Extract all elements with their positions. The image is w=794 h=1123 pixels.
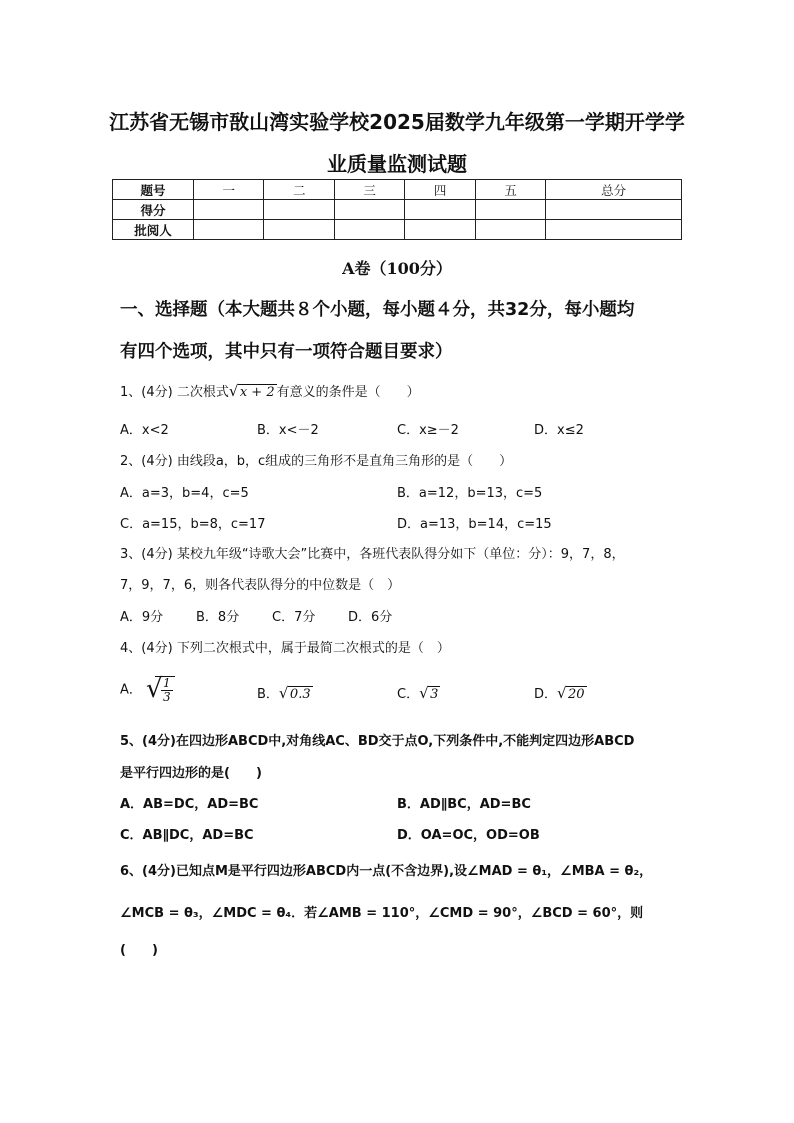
q5-stem-line1: 5、(4分)在四边形ABCD中,对角线AC、BD交于点O,下列条件中,不能判定四边形ABCD xyxy=(120,734,635,749)
q1-option-a[interactable]: A．x<2 xyxy=(120,423,169,438)
q4-option-b-label: B． xyxy=(257,687,279,702)
q4-option-d-label: D． xyxy=(534,687,558,702)
score-cell[interactable] xyxy=(194,220,264,240)
q3-option-c[interactable]: C．7分 xyxy=(272,610,316,625)
q5-option-b[interactable]: B．AD∥BC，AD=BC xyxy=(397,797,531,812)
q2-option-a[interactable]: A．a=3，b=4，c=5 xyxy=(120,486,249,501)
q3-option-b[interactable]: B．8分 xyxy=(196,610,240,625)
q1-radicand: x + 2 xyxy=(239,385,275,400)
score-header-cell: 五 xyxy=(475,180,545,200)
q4-frac-den: 3 xyxy=(163,690,171,705)
section-a-heading: A卷（100分） xyxy=(342,259,452,278)
q4-option-a-sqrt: √ $\frac{1}{3}$ xyxy=(146,676,175,704)
section1-heading-line2: 有四个选项，其中只有一项符合题目要求） xyxy=(120,342,453,362)
q4-option-c-sqrt: √ 3 xyxy=(419,684,439,702)
q4-stem: 4、(4分) 下列二次根式中，属于最简二次根式的是（ ） xyxy=(120,641,450,656)
q4-option-b-radicand: 0.3 xyxy=(289,687,311,702)
q3-stem-line2: 7，9，7，6，则各代表队得分的中位数是（ ） xyxy=(120,578,401,593)
q2-option-d[interactable]: D．a=13，b=14，c=15 xyxy=(397,517,552,532)
q4-option-b[interactable] xyxy=(257,683,313,702)
q1-option-c[interactable]: C．x≥－2 xyxy=(397,423,459,438)
score-header-cell: 二 xyxy=(264,180,334,200)
q5-option-a[interactable]: A．AB=DC，AD=BC xyxy=(120,797,259,812)
q4-option-a-label: A． xyxy=(120,682,142,698)
score-cell[interactable] xyxy=(334,220,404,240)
q1-stem xyxy=(120,381,700,400)
q6-stem-line1: 6、(4分)已知点M是平行四边形ABCD内一点(不含边界),设∠MAD = θ₁，∠MBA = θ₂， xyxy=(120,864,653,879)
q4-frac-num: 1 xyxy=(163,676,171,690)
q1-sqrt: √ x + 2 xyxy=(228,382,275,400)
q4-option-c-radicand: 3 xyxy=(430,687,439,702)
score-cell[interactable] xyxy=(264,200,334,220)
score-header-cell: 题号 xyxy=(113,180,194,200)
q4-option-d-radicand: 20 xyxy=(568,687,585,702)
q6-stem-line3: ( ) xyxy=(120,943,158,958)
score-header-cell: 四 xyxy=(405,180,475,200)
score-cell[interactable] xyxy=(546,200,682,220)
q5-stem-line2: 是平行四边形的是( ) xyxy=(120,766,262,781)
score-row-label: 得分 xyxy=(113,200,194,220)
score-cell[interactable] xyxy=(475,220,545,240)
q4-option-d-sqrt: √ 20 xyxy=(557,684,585,702)
q1-option-d[interactable]: D．x≤2 xyxy=(534,423,584,438)
q2-option-b[interactable]: B．a=12，b=13，c=5 xyxy=(397,486,543,501)
score-table-row xyxy=(113,200,682,220)
q4-option-d[interactable] xyxy=(534,683,587,702)
q3-option-a[interactable]: A．9分 xyxy=(120,610,164,625)
score-header-cell: 一 xyxy=(194,180,264,200)
score-cell[interactable] xyxy=(264,220,334,240)
q2-option-c[interactable]: C．a=15，b=8，c=17 xyxy=(120,517,266,532)
doc-title-line1: 江苏省无锡市敔山湾实验学校2025届数学九年级第一学期开学学 xyxy=(109,110,685,134)
q4-option-a[interactable] xyxy=(120,676,175,704)
q2-stem: 2、(4分) 由线段a，b，c组成的三角形不是直角三角形的是（ ） xyxy=(120,454,513,469)
q4-option-c[interactable] xyxy=(397,683,440,702)
q4-option-c-label: C． xyxy=(397,687,420,702)
score-header-cell: 总分 xyxy=(546,180,682,200)
q3-option-d[interactable]: D．6分 xyxy=(348,610,393,625)
q1-option-b[interactable]: B．x<－2 xyxy=(257,423,319,438)
score-table-row xyxy=(113,220,682,240)
score-table xyxy=(112,179,682,240)
score-cell[interactable] xyxy=(546,220,682,240)
score-row-label: 批阅人 xyxy=(113,220,194,240)
q6-stem-line2: ∠MCB = θ₃，∠MDC = θ₄．若∠AMB = 110°，∠CMD = 90°，∠BCD = 60°，则 xyxy=(120,906,644,921)
score-header-cell: 三 xyxy=(334,180,404,200)
q4-option-b-sqrt: √ 0.3 xyxy=(278,684,311,702)
score-cell[interactable] xyxy=(405,200,475,220)
doc-title-line2: 业质量监测试题 xyxy=(327,152,467,176)
section1-heading-line1: 一、选择题（本大题共８个小题，每小题４分，共32分，每小题均 xyxy=(120,300,635,320)
q5-option-c[interactable]: C．AB∥DC，AD=BC xyxy=(120,828,254,843)
q1-prefix: 1、(4分) 二次根式 xyxy=(120,385,229,400)
score-cell[interactable] xyxy=(475,200,545,220)
score-table-header-row xyxy=(113,180,682,200)
score-cell[interactable] xyxy=(334,200,404,220)
q1-suffix: 有意义的条件是（ ） xyxy=(276,385,420,400)
q3-stem-line1: 3、(4分) 某校九年级“诗歌大会”比赛中，各班代表队得分如下（单位：分）：9，7，8， xyxy=(120,547,625,562)
score-cell[interactable] xyxy=(405,220,475,240)
q5-option-d[interactable]: D．OA=OC，OD=OB xyxy=(397,828,540,843)
score-cell[interactable] xyxy=(194,200,264,220)
